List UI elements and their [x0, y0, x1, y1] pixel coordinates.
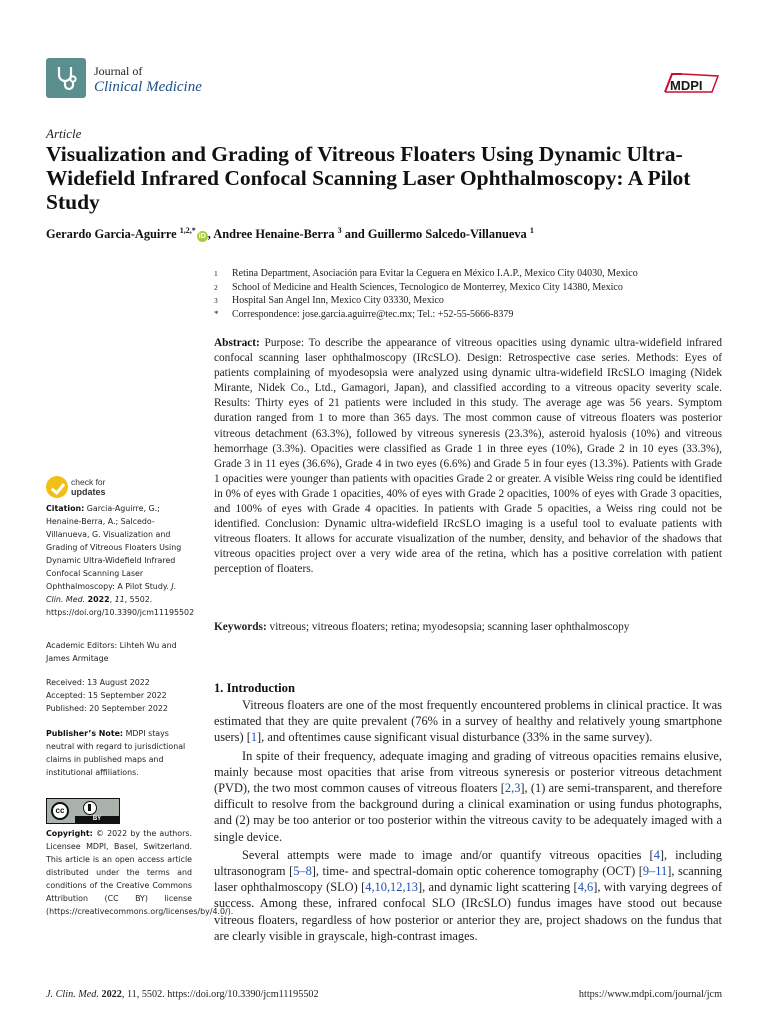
citation-link[interactable]: 9–11	[642, 864, 668, 879]
keywords	[214, 620, 722, 635]
abstract	[214, 336, 722, 578]
affiliation-mark: 2	[214, 282, 218, 292]
abstract-text: Purpose: To describe the appearance of vitreous opacities using dynamic ultra-widefield infrared confocal scanning laser ophthalmoscopy (IRcSLO). Design: Retrospective case series. Methods: Eyes of patients complaining of myodesopsia were analyzed using dynamic ultra-widefield IRcSLO imaging (Nidek Mirante, Nidek Co., Ltd., Gamagori, Japan), and classified according to a vitreous opacity severity scale. Results: Thirty eyes of 21 patients were included in this study. The average age was 56 years. Symptom duration ranged from 1 to more than 365 days. The most common cause of vitreous floaters was posterior vitreous detachment (63.3%), followed by vitreous syneresis (23.3%), asteroid hyalosis (10%) and vitreous hemorrhage (3.3%). Opacities were classified as Grade 1 in three eyes (10%), Grade 2 in 10 eyes (33.3%), Grade 3 in 11 eyes (36.6%), Grade 4 in two eyes (6.6%) and Grade 5 in four eyes (13.3%). Patients with Grade 1 opacities were younger than patients with opacities Grade 2 or greater. A visible Weiss ring could be identified in 0% of eyes with Grade 1 opacities, 40% of eyes with Grade 2 opacities, 100% of eyes with Grade 3 opacities, and 100% of eyes with Grade 4 opacities. In patients with Grade 5 opacities, a Weiss ring could not be identified. Conclusion: Dynamic ultra-widefield IRcSLO imaging is a useful tool to evaluate patients with vitreous floaters. It allows for accurate visualization of the number, density, and behavior of the shadows that vitreous opacities project over a very wide area of the retina, which has a positive correlation with patient perception of floaters.	[214, 337, 723, 576]
affiliation-mark: *	[214, 308, 219, 319]
affiliation-text: Retina Department, Asociación para Evitar la Ceguera en México I.A.P., Mexico City 04030, Mexico	[232, 268, 638, 279]
text-run: ], with varying degrees of success. Among these, infrared confocal SLO (IRcSLO) fundus images have stood out because vitreous floaters, regardless of how posterior or anterior they are, project shadows on the fundus that are clearly visible in grayscale, high-contrast images.	[214, 880, 723, 943]
paragraph	[214, 847, 722, 944]
affiliation-text: Hospital San Angel Inn, Mexico City 03330, Mexico	[232, 295, 444, 306]
citation-link[interactable]: 1	[250, 730, 258, 745]
affiliation-mark: 1	[214, 269, 218, 278]
footer-doi[interactable]: , 11, 5502. https://doi.org/10.3390/jcm11195502	[121, 989, 319, 1000]
citation-link[interactable]: 2,3	[504, 781, 521, 796]
journal-name	[94, 64, 202, 96]
mdpi-logo	[662, 70, 722, 98]
abstract-label: Abstract:	[214, 337, 260, 349]
author-name[interactable]: Guillermo Salcedo-Villanueva	[367, 227, 527, 242]
publisher-note	[46, 727, 192, 779]
paragraph	[214, 748, 722, 845]
affiliation-item	[214, 294, 734, 308]
text-run: In spite of their frequency, adequate imaging and grading of vitreous opacities remains elusive, mainly because most opacities that arise from vitreous syneresis or posterior vitreous detachment (PVD), the two most common causes of vitreous floaters [	[214, 748, 722, 796]
check-icon	[46, 476, 68, 498]
publication-dates	[46, 676, 192, 715]
author-separator: and	[344, 227, 365, 242]
check-for-updates-button[interactable]	[46, 476, 156, 502]
correspondence-text[interactable]: Correspondence: jose.garcia.aguirre@tec.mx; Tel.: +52-55-5666-8379	[232, 308, 514, 320]
intro-body	[214, 697, 722, 946]
text-run: Several attempts were made to image and/or quantify vitreous opacities [	[242, 847, 654, 862]
keywords-text: vitreous; vitreous floaters; retina; myodesopsia; scanning laser ophthalmoscopy	[269, 621, 630, 633]
person-icon	[83, 801, 97, 815]
check-updates-line: updates	[71, 486, 106, 497]
citation-label: Citation:	[46, 504, 85, 513]
text-run: ], and dynamic light scattering [	[417, 880, 578, 895]
paragraph	[214, 697, 722, 746]
footer-year: 2022	[101, 989, 122, 1000]
copyright-block	[46, 827, 234, 918]
citation-link[interactable]: 4,10,12,13	[365, 880, 418, 895]
affiliation-mark: 3	[214, 296, 218, 305]
published-date: Published: 20 September 2022	[46, 704, 168, 713]
affiliation-text: School of Medicine and Health Sciences, Tecnologico de Monterrey, Mexico City 14380, Mexico	[232, 281, 623, 293]
stethoscope-icon	[46, 58, 86, 98]
citation-block: Citation: Garcia-Aguirre, G.; Henaine-Berra, A.; Salcedo-Villanueva, G. Visualization and Grading of Vitreous Floaters Using Dynamic Ultra-Widefield Infrared Confocal Scanning Laser Ophthalmoscopy: A Pilot Study. J. Clin. Med. 2022, 11, 5502. https://doi.org/10.3390/jcm11195502	[46, 504, 195, 617]
keywords-label: Keywords:	[214, 621, 267, 633]
journal-of: Journal of	[94, 64, 143, 78]
publisher-note-text: MDPI stays neutral with regard to jurisdictional claims in published maps and institutional affiliations.	[46, 729, 186, 777]
section-heading: 1. Introduction	[214, 681, 295, 695]
copyright-label: Copyright:	[46, 829, 93, 838]
citation-journal: J. Clin. Med.	[46, 582, 177, 604]
author-name[interactable]: Gerardo Garcia-Aguirre	[46, 227, 177, 242]
text-run: ], scanning laser ophthalmoscopy (SLO) [	[214, 864, 723, 895]
author-affil-mark: 1,2,*	[179, 226, 196, 235]
copyright-text: © 2022 by the authors. Licensee MDPI, Basel, Switzerland. This article is an open access article distributed under the terms and conditions of the Creative Commons Attribution (CC BY) license (https://creativecommons.org/licenses/by/4.0/).	[46, 829, 234, 916]
text-run: ], including ultrasonogram [	[214, 847, 722, 879]
text-run: Vitreous floaters are one of the most frequently encountered problems in clinical practice. It was estimated that they are quite prevalent (76% in a survey of healthy and relatively young smartphone users) [	[214, 698, 722, 745]
journal-header	[46, 58, 722, 108]
author-affil-mark: 1	[529, 226, 534, 235]
citation-year: 2022	[87, 595, 110, 604]
check-updates-label	[71, 478, 106, 497]
cc-by-license-icon[interactable]	[46, 798, 120, 824]
citation-volume: 11	[114, 595, 125, 604]
author-name[interactable]: Andree Henaine-Berra	[213, 227, 335, 242]
affiliation-item	[214, 308, 734, 322]
citation-link[interactable]: 4,6	[577, 880, 594, 895]
publisher-note-label: Publisher’s Note:	[46, 729, 124, 738]
article-title: Visualization and Grading of Vitreous Floaters Using Dynamic Ultra-Widefield Infrared Confocal Scanning Laser Ophthalmoscopy: A Pilot Study	[46, 142, 691, 214]
affiliation-item	[214, 281, 734, 295]
affiliation-item	[214, 267, 734, 281]
mdpi-logo-text: MDPI	[670, 78, 703, 93]
cc-icon: cc	[51, 802, 69, 820]
footer-url[interactable]: https://www.mdpi.com/journal/jcm	[578, 989, 722, 1000]
by-label: BY	[75, 816, 119, 823]
text-run: ], and oftentimes cause significant visual disturbance (33% in the same survey).	[257, 730, 653, 745]
check-updates-line: check for	[71, 477, 106, 487]
author-affil-mark: 3	[337, 226, 342, 235]
text-run: ], (1) are semi-transparent, and therefore difficult to resolve from the background during a clinical examination or using fundus photographs, and (2) may be too anterior or too posterior within the vitreous cavity to be adequately imaged with a single device.	[214, 781, 722, 844]
article-type: Article	[46, 126, 82, 141]
citation-link[interactable]: 4	[653, 847, 660, 862]
footer-journal: J. Clin. Med.	[46, 989, 99, 1000]
text-run: ], time- and spectral-domain optic coherence tomography (OCT) [	[311, 864, 643, 879]
orcid-icon[interactable]: iD	[198, 233, 206, 241]
author-separator: ,	[207, 227, 211, 242]
footer-citation	[46, 989, 319, 1000]
affiliations	[214, 267, 734, 321]
author-list	[46, 226, 736, 242]
journal-title: Clinical Medicine	[94, 79, 202, 95]
citation-text: Garcia-Aguirre, G.; Henaine-Berra, A.; Salcedo-Villanueva, G. Visualization and Grading of Vitreous Floaters Using Dynamic Ultra-Widefield Infrared Confocal Scanning Laser Ophthalmoscopy: A Pilot Study.	[46, 504, 182, 591]
citation-doi[interactable]: , 5502. https://doi.org/10.3390/jcm11195502	[46, 595, 195, 617]
accepted-date: Accepted: 15 September 2022	[46, 691, 167, 700]
academic-editors: Academic Editors: Lihteh Wu and James Armitage	[46, 641, 177, 663]
citation-link[interactable]: 5–8	[293, 864, 312, 879]
received-date: Received: 13 August 2022	[46, 678, 150, 687]
